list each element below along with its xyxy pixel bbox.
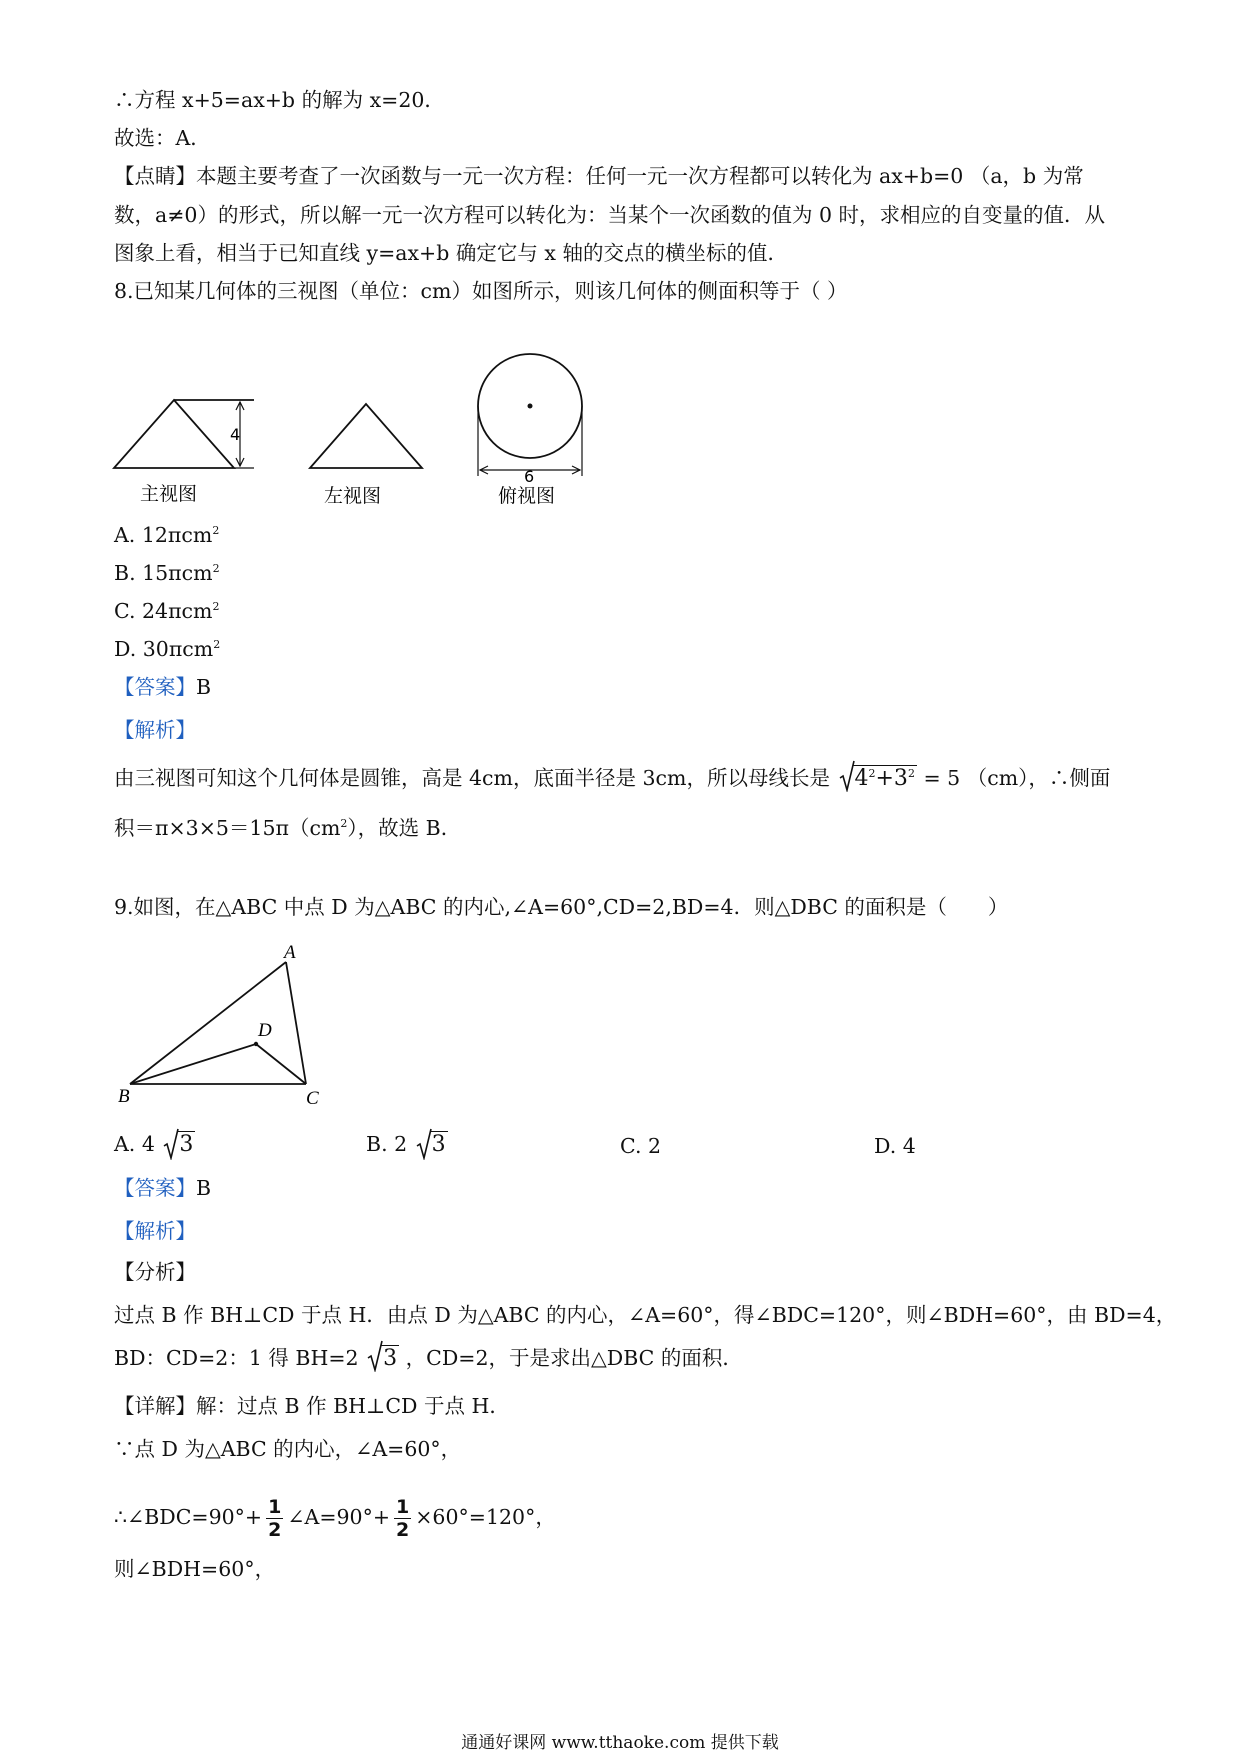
q9-question: 9.如图，在△ABC 中点 D 为△ABC 的内心,∠A=60°,CD=2,BD=4．则△DBC 的面积是（ ） (114, 895, 1009, 919)
detail-text-end: ×60°=120°， (415, 1505, 556, 1529)
sqrt3 (163, 1132, 195, 1157)
line-solution-x: ∴方程 x+5=ax+b 的解为 x=20． (114, 88, 445, 112)
numerator: 1 (396, 1496, 410, 1518)
denominator: 2 (396, 1519, 410, 1541)
detail-tag: 【详解】 (114, 1394, 196, 1418)
q8-answer (114, 673, 211, 701)
q8-question: 8.已知某几何体的三视图（单位：cm）如图所示，则该几何体的侧面积等于（ ） (114, 279, 848, 303)
q9-triangle-figure (112, 938, 332, 1118)
q8-left-view (308, 400, 428, 510)
q8-top-view (474, 352, 604, 512)
solution-text-end: ），故选 B． (347, 816, 462, 840)
sqrt-expression (839, 764, 917, 793)
dianjing-text: 本题主要考查了一次函数与一元一次方程：任何一元一次方程都可以转化为 ax+b=0 （a，b 为常 (196, 164, 1084, 188)
top-view-label: 俯视图 (498, 485, 556, 507)
q8-option-d (114, 635, 220, 663)
fenxi-text: BD：CD=2：1 得 BH=2 (114, 1346, 359, 1370)
detail-text: 解：过点 B 作 BH⊥CD 于点 H． (196, 1394, 510, 1418)
numerator: 1 (268, 1496, 282, 1518)
q9-option-b (366, 1132, 448, 1157)
q9-fenxi-2 (114, 1344, 743, 1373)
superscript: 2 (907, 767, 915, 780)
q9-detail-3 (114, 1496, 556, 1541)
radicand: 3 (383, 1346, 398, 1371)
option-a-text: A. 12πcm (114, 523, 213, 547)
solution-text: 由三视图可知这个几何体是圆锥，高是 4cm，底面半径是 3cm，所以母线长是 (114, 766, 830, 790)
line-choose-a: 故选：A． (114, 126, 211, 150)
radicand: 3 (179, 1132, 194, 1157)
q8-analysis-tag (114, 716, 196, 744)
radicand-3: +3 (875, 766, 908, 791)
left-view-label: 左视图 (324, 485, 382, 507)
sqrt3 (367, 1344, 399, 1373)
superscript: 2 (340, 817, 348, 830)
q8-solution-2 (114, 814, 461, 842)
option-d-text: D. 30πcm (114, 637, 214, 661)
radicand: 3 (431, 1132, 446, 1157)
solution-text-end: （cm），∴侧面 (966, 766, 1111, 790)
q9-analysis-tag (114, 1217, 196, 1245)
fraction-half (266, 1496, 283, 1541)
detail-text: ∠A=90°+ (287, 1505, 391, 1529)
q9-option-a (114, 1132, 195, 1157)
answer-tag: 【答案】 (114, 675, 196, 699)
answer-value: B (196, 1176, 212, 1200)
q9-fenxi-1: 过点 B 作 BH⊥CD 于点 H．由点 D 为△ABC 的内心，∠A=60°，得∠BDC=120°，则∠BDH=60°，由 BD=4， (114, 1303, 1177, 1327)
q9-detail (114, 1392, 510, 1420)
dianjing-tag: 【点睛】 (114, 164, 196, 188)
superscript: 2 (212, 562, 220, 575)
q8-option-c (114, 597, 219, 625)
answer-tag: 【答案】 (114, 1176, 196, 1200)
q8-option-a (114, 521, 219, 549)
point-b-label: B (118, 1086, 130, 1107)
superscript: 2 (868, 767, 876, 780)
q9-answer (114, 1174, 211, 1202)
fraction-half (394, 1496, 411, 1541)
option-b-text: B. 15πcm (114, 561, 213, 585)
front-view-label: 主视图 (140, 483, 198, 505)
line-dianjing (114, 162, 1084, 190)
footer-watermark: 通通好课网 www.tthaoke.com 提供下载 (461, 1733, 779, 1753)
option-c-text: C. 24πcm (114, 599, 213, 623)
height-label: 4 (230, 425, 241, 444)
q8-option-b (114, 559, 220, 587)
detail-text: ∴∠BDC=90°+ (114, 1505, 263, 1529)
answer-value: B (196, 675, 212, 699)
option-b-text: B. 2 (366, 1132, 408, 1156)
point-d-label: D (258, 1020, 272, 1041)
equals-5: = 5 (923, 766, 961, 790)
q9-option-c: C. 2 (620, 1134, 662, 1158)
superscript: 2 (212, 600, 220, 613)
point-c-label: C (306, 1088, 319, 1109)
line-dianjing-3: 图象上看，相当于已知直线 y=ax+b 确定它与 x 轴的交点的横坐标的值． (114, 241, 788, 265)
q9-fenxi-tag: 【分析】 (114, 1260, 196, 1284)
q8-front-view (112, 388, 262, 508)
width-label: 6 (524, 467, 535, 486)
denominator: 2 (268, 1519, 282, 1541)
fenxi-text-end: ，CD=2，于是求出△DBC 的面积． (405, 1346, 743, 1370)
radicand-4: 4 (854, 766, 869, 791)
sqrt3 (416, 1132, 448, 1157)
q8-solution-1 (114, 764, 1110, 793)
superscript: 2 (212, 524, 220, 537)
analysis-tag: 【解析】 (114, 1219, 196, 1243)
q9-option-d: D. 4 (874, 1134, 916, 1158)
solution-text: 积＝π×3×5＝15π（cm (114, 816, 341, 840)
superscript: 2 (213, 638, 221, 651)
option-a-text: A. 4 (114, 1132, 155, 1156)
point-a-label: A (284, 942, 296, 963)
q9-detail-2: ∵点 D 为△ABC 的内心，∠A=60°， (114, 1437, 462, 1461)
q9-detail-4: 则∠BDH=60°， (114, 1557, 276, 1581)
analysis-tag: 【解析】 (114, 718, 196, 742)
line-dianjing-2: 数，a≠0）的形式，所以解一元一次方程可以转化为：当某个一次函数的值为 0 时，求相应的自变量的值．从 (114, 203, 1106, 227)
